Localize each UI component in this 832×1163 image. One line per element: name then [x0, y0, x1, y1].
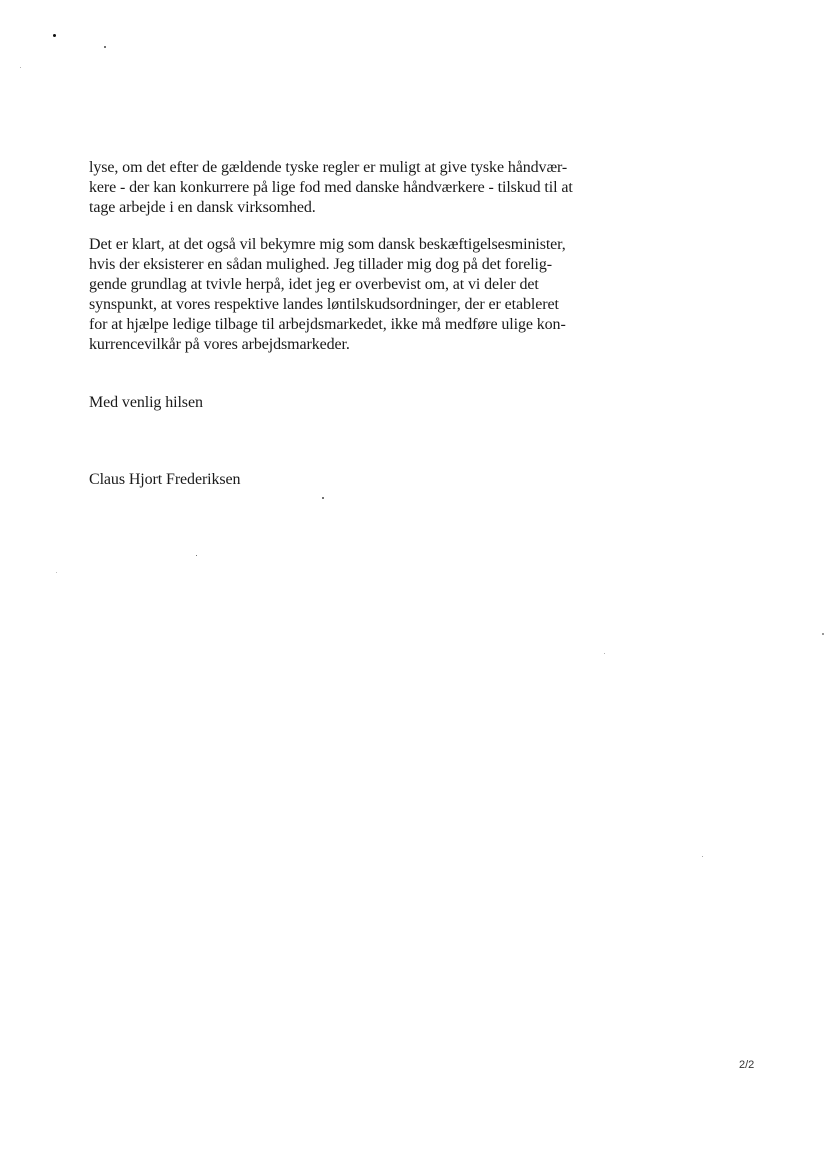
scan-speck	[196, 555, 197, 556]
scan-speck	[702, 856, 703, 857]
text-line: hvis der eksisterer en sådan mulighed. Jeg tillader mig dog på det forelig-	[89, 256, 553, 273]
scan-speck	[20, 67, 21, 68]
text-line: gende grundlag at tvivle herpå, idet jeg er overbevist om, at vi deler det	[89, 276, 539, 293]
text-line: synspunkt, at vores respektive landes løntilskudsordninger, der er etableret	[89, 296, 559, 313]
scan-speck	[322, 497, 324, 499]
text-line: kurrencevilkår på vores arbejdsmarkeder.	[89, 336, 350, 353]
text-line: lyse, om det efter de gældende tyske regler er muligt at give tyske håndvær-	[89, 159, 568, 176]
closing-salutation: Med venlig hilsen	[89, 394, 203, 411]
text-line: tage arbejde i en dansk virksomhed.	[89, 199, 316, 216]
scan-speck	[56, 572, 57, 573]
scan-speck	[104, 46, 106, 48]
text-line: Det er klart, at det også vil bekymre mig som dansk beskæftigelsesminister,	[89, 236, 566, 253]
scan-speck	[53, 34, 56, 37]
text-line: kere - der kan konkurrere på lige fod med danske håndværkere - tilskud til at	[89, 179, 573, 196]
scan-speck	[822, 633, 824, 635]
text-line: for at hjælpe ledige tilbage til arbejdsmarkedet, ikke må medføre ulige kon-	[89, 316, 566, 333]
page-number: 2/2	[739, 1059, 755, 1071]
signature-name: Claus Hjort Frederiksen	[89, 471, 241, 488]
scan-speck	[604, 653, 605, 654]
